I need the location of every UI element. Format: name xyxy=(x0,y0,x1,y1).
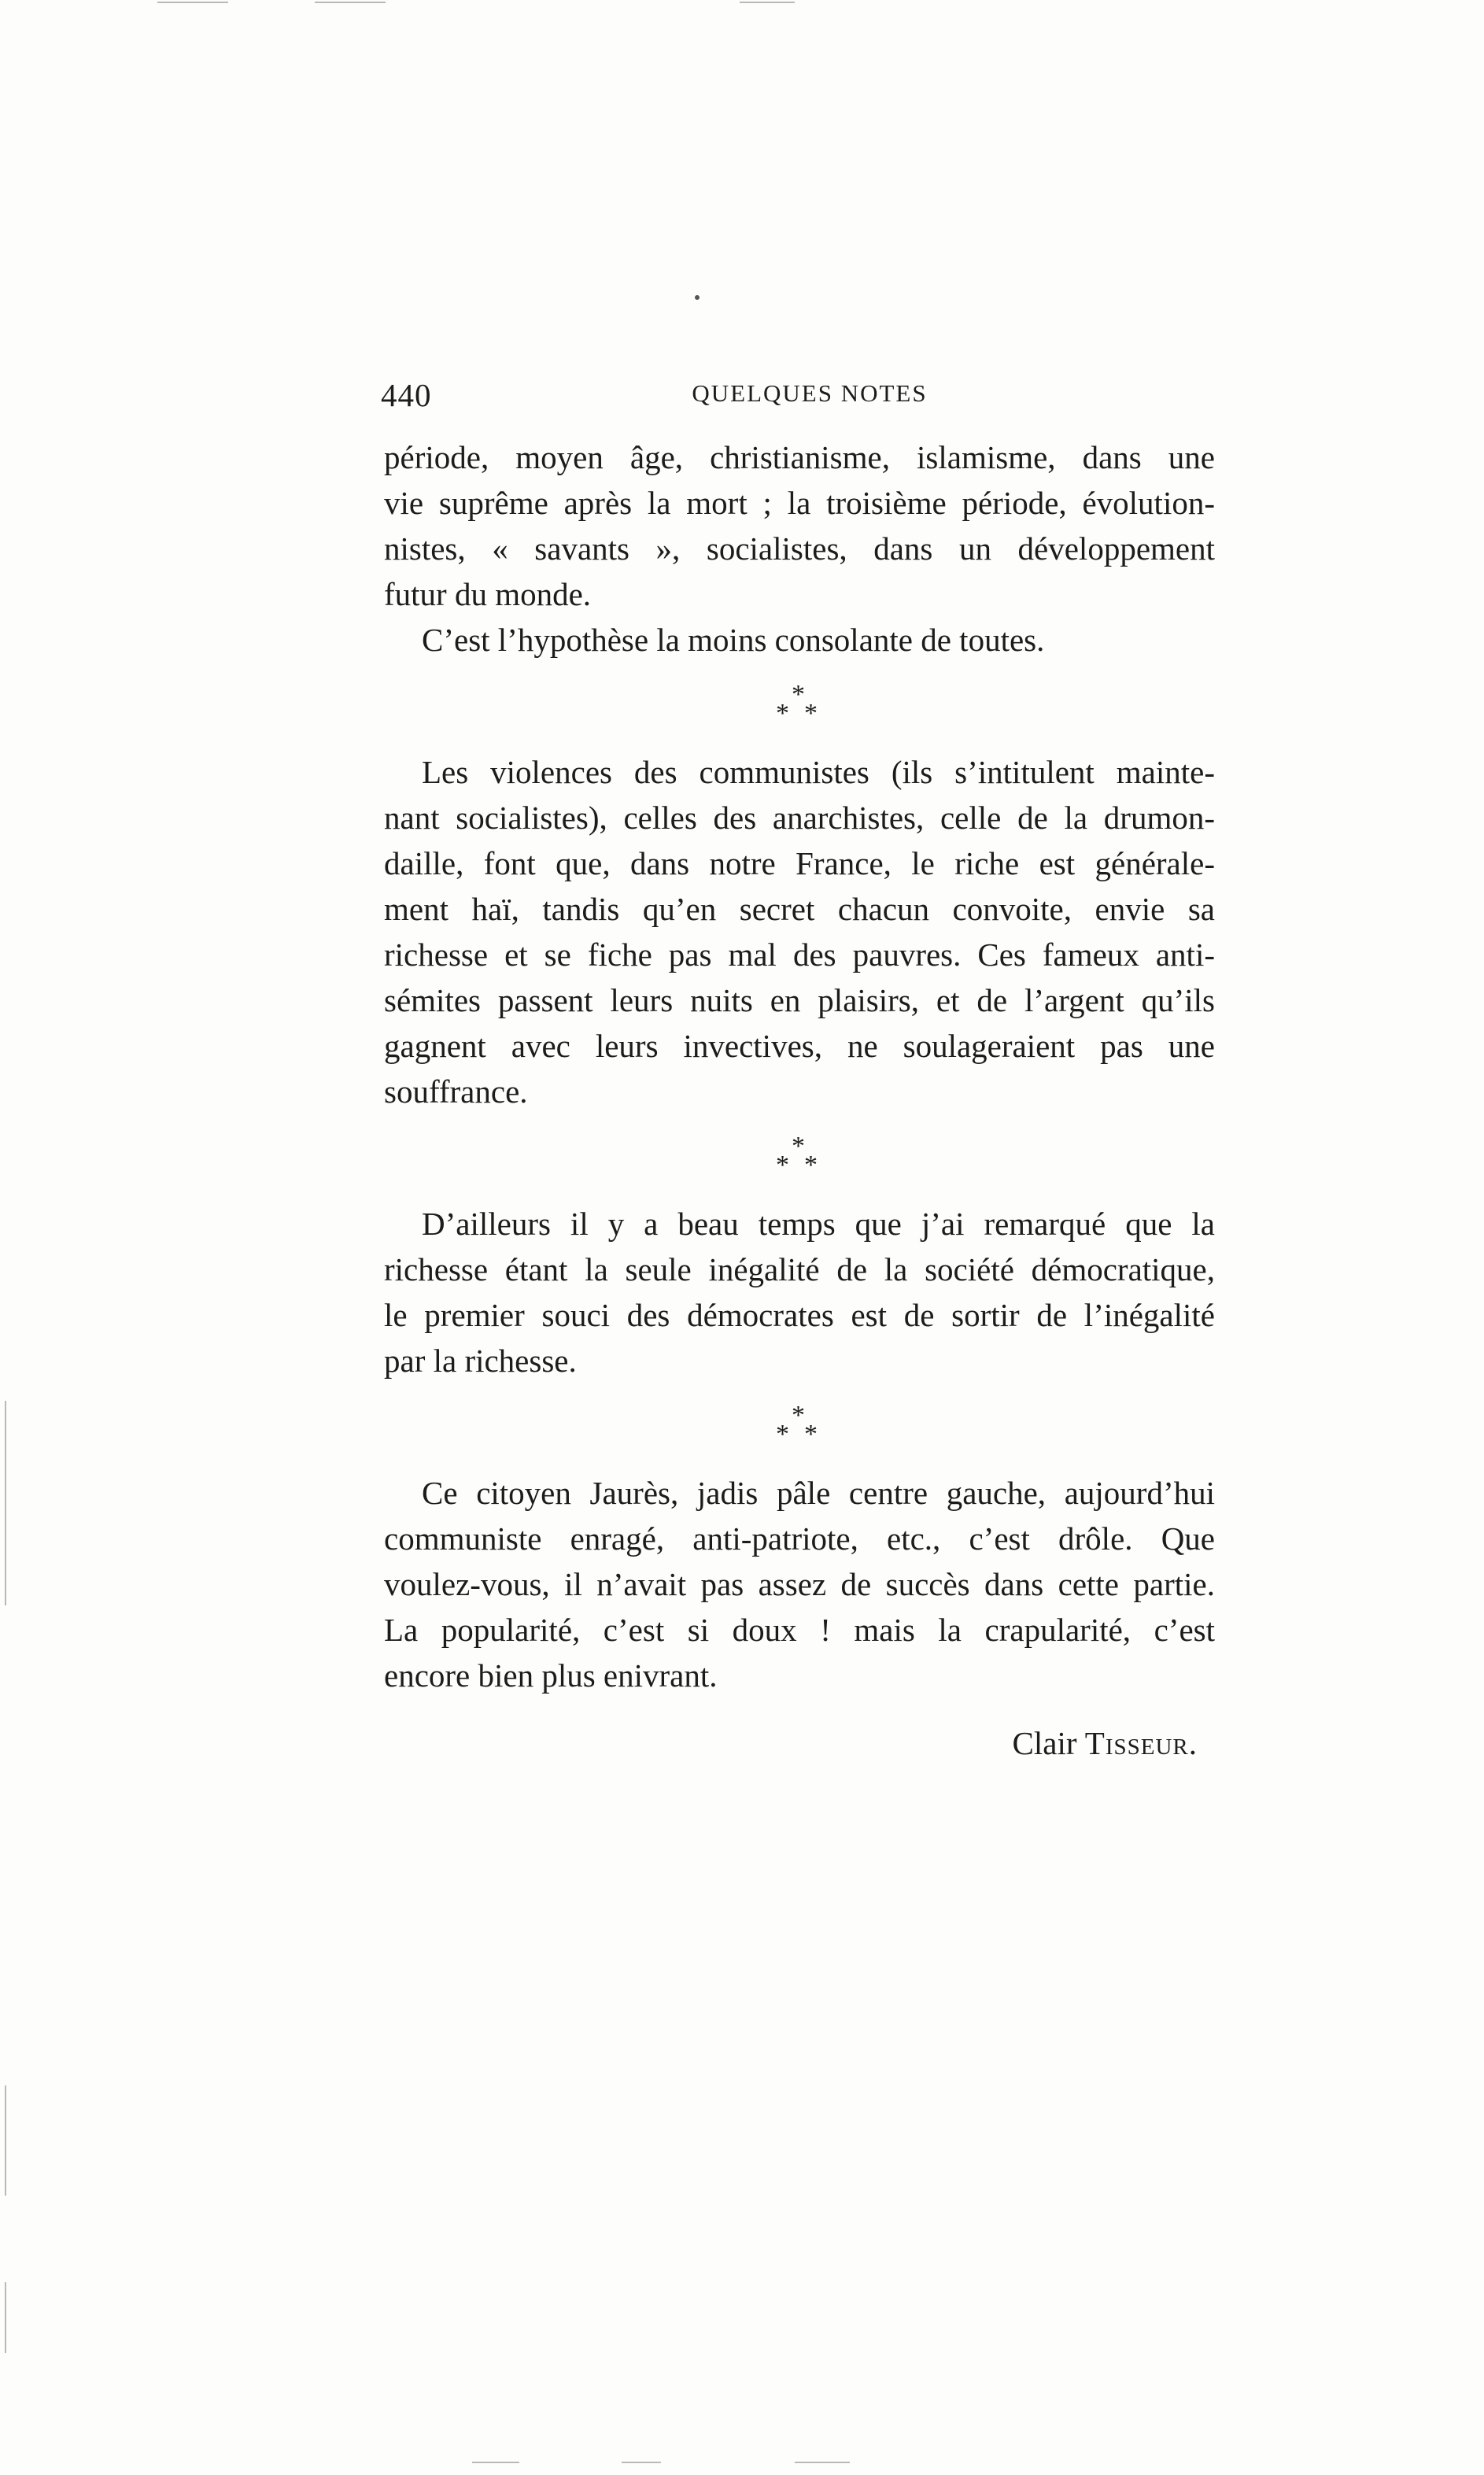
running-head-title: QUELQUES NOTES xyxy=(692,379,928,407)
left-edge-mark xyxy=(5,1401,6,1605)
text-line: richesse étant la seule inégalité de la société démocratique, xyxy=(384,1251,1215,1287)
text-line: Les violences des communistes (ils s’intitulent mainte- xyxy=(422,754,1215,790)
asterism-divider xyxy=(776,680,823,726)
text-line: le premier souci des démocrates est de sortir de l’inégalité xyxy=(384,1297,1215,1333)
text-line: voulez-vous, il n’avait pas assez de succès dans cette partie. xyxy=(384,1566,1215,1602)
paragraph xyxy=(384,749,1215,1114)
text-line: ment haï, tandis qu’en secret chacun convoite, envie sa xyxy=(384,891,1215,927)
asterisk-glyph: * xyxy=(792,1132,805,1161)
asterism-divider xyxy=(776,1401,823,1449)
text-line: Ce citoyen Jaurès, jadis pâle centre gauche, aujourd’hui xyxy=(422,1475,1215,1511)
text-line: par la richesse. xyxy=(384,1343,577,1379)
text-line: nant socialistes), celles des anarchistes, celle de la drumon- xyxy=(384,800,1215,836)
text-line: souffrance. xyxy=(384,1073,528,1110)
author-last-name: Tisseur. xyxy=(1084,1725,1198,1761)
paragraph xyxy=(384,1470,1215,1698)
page-number: 440 xyxy=(381,377,432,413)
asterisk-glyph: * xyxy=(792,680,805,709)
asterisk-glyph: * xyxy=(776,1420,789,1449)
paragraph xyxy=(384,434,1215,617)
left-edge-mark xyxy=(5,2282,6,2353)
paragraph xyxy=(384,617,1215,663)
asterisk-glyph: * xyxy=(792,1401,805,1430)
ink-speck xyxy=(695,295,700,300)
text-line: richesse et se fiche pas mal des pauvres. Ces fameux anti- xyxy=(384,936,1215,973)
top-edge-mark xyxy=(740,2,795,3)
text-line: période, moyen âge, christianisme, islamisme, dans une xyxy=(384,439,1215,475)
asterisk-glyph: * xyxy=(804,1420,818,1449)
text-line: vie suprême après la mort ; la troisième période, évolution- xyxy=(384,485,1215,521)
asterisk-glyph: * xyxy=(776,699,789,728)
asterisk-glyph: * xyxy=(804,1151,818,1180)
text-line: sémites passent leurs nuits en plaisirs, et de l’argent qu’ils xyxy=(384,982,1215,1018)
paragraph xyxy=(384,1201,1215,1383)
left-edge-mark xyxy=(5,2085,6,2196)
text-line: D’ailleurs il y a beau temps que j’ai remarqué que la xyxy=(422,1206,1215,1242)
body-text xyxy=(384,434,1215,1766)
bottom-edge-mark xyxy=(795,2462,850,2463)
asterisk-glyph: * xyxy=(776,1151,789,1180)
text-line: C’est l’hypothèse la moins consolante de toutes. xyxy=(422,622,1045,658)
text-line: futur du monde. xyxy=(384,576,592,612)
text-line: communiste enragé, anti-patriote, etc., c’est drôle. Que xyxy=(384,1520,1215,1557)
asterisk-glyph: * xyxy=(804,699,818,728)
bottom-edge-mark xyxy=(472,2462,519,2463)
text-line: La popularité, c’est si doux ! mais la crapularité, c’est xyxy=(384,1612,1215,1648)
author-first-name: Clair xyxy=(1012,1725,1077,1761)
top-edge-mark xyxy=(157,2,228,3)
bottom-edge-mark xyxy=(622,2462,661,2463)
text-line: gagnent avec leurs invectives, ne soulageraient pas une xyxy=(384,1028,1215,1064)
text-line: nistes, « savants », socialistes, dans un développement xyxy=(384,530,1215,567)
top-edge-mark xyxy=(315,2,386,3)
running-header xyxy=(381,376,1215,423)
text-line: encore bien plus enivrant. xyxy=(384,1657,718,1694)
asterism-divider xyxy=(776,1132,823,1180)
text-line: daille, font que, dans notre France, le riche est générale- xyxy=(384,845,1215,881)
author-signature xyxy=(384,1720,1215,1766)
